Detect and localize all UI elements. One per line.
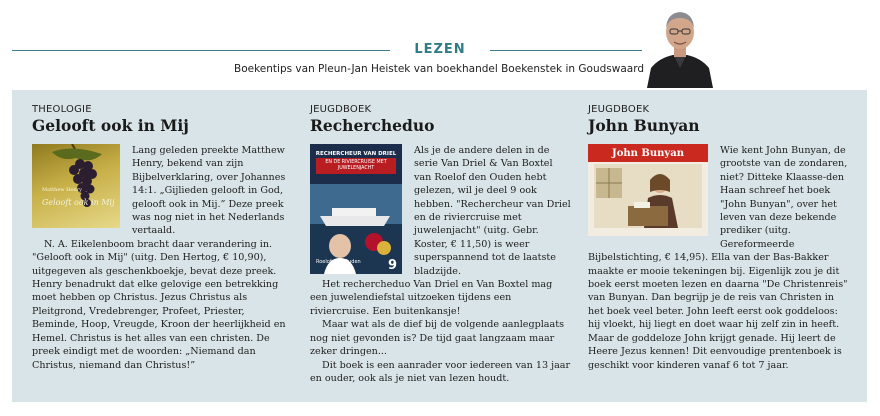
cover-title: John Bunyan [612,148,684,159]
book-tip-theology [32,104,292,372]
category-label: JEUGDBOEK [588,104,650,115]
paragraph: Het rechercheduo Van Driel en Van Boxtel mag een juwelendiefstal uitzoeken tijdens een riviercruise. Een buitenkansje! [310,279,553,317]
paragraph: N. A. Eikelenboom bracht daar verandering in. "Gelooft ook in Mij" (uitg. Den Hertog, € 10,90), uitgegeven als geschenkboekje, bevat deze preek. Henry benadrukt dat elke gelovige een betrekking moet hebben op Christus. Jezus Christus als Pleitgrond, Vredebrenger, Profeet, Priester, Beminde, Hoop, Vreugde, Kroon der heerlijkheid en Hemel. Christus is het alles van een christen. De preek eindigt met de woorden: „Niemand dan Christus, niemand dan Christus!” [32,238,286,371]
book-title: Gelooft ook in Mij [32,116,189,135]
book-cover-gelooft [32,144,120,228]
author-portrait [645,2,715,88]
book-cover-rechercheur [310,144,402,274]
book-cover-bunyan [588,144,708,236]
bunyan-illustration [588,144,708,236]
cover-title: EN DE RIVIERCRUISE MET JUWELENJACHT [316,158,396,174]
book-title: Rechercheduo [310,116,435,135]
book-tips-panel [12,90,867,402]
paragraph: Als je de andere delen in de serie Van Driel & Van Boxtel van Roelof den Ouden hebt gelezen, wil je deel 9 ook hebben. "Rechercheur van Driel en de riviercruise met juwelenjacht" (uitg. Gebr. Koster, € 11,50) is weer superspannend tot de laatste bladzijde. [414,145,571,277]
book-title: John Bunyan [588,116,700,135]
paragraph: Lang geleden preekte Matthew Henry, bekend van zijn Bijbelverklaring, over Johannes 14:1. „Gijlieden gelooft in God, gelooft ook in Mij.” Deze preek was nog niet in het Nederlands vertaald. [132,145,286,237]
article-body [588,144,850,372]
paragraph: Maar wat als de dief bij de volgende aanlegplaats nog niet gevonden is? De tijd gaat langzaam maar zeker dringen... [310,319,565,358]
cover-author: Roelof den Ouden [316,258,361,265]
header-rule-left [12,50,390,51]
cover-series: RECHERCHEUR VAN DRIEL [315,151,397,157]
paragraph: Dit boek is een aanrader voor iedereen van 13 jaar en ouder, ook als je niet van lezen houdt. [310,359,571,384]
article-body [310,144,572,385]
cover-author: Matthew Henry [42,187,82,193]
cover-volume-number: 9 [387,257,397,273]
book-tip-rechercheduo [310,104,572,385]
paragraph: Wie kent John Bunyan, de grootste van de zondaren, niet? Ditteke Klaasse-den Haan schreef het boek "John Bunyan", over het leven van deze bekende prediker (uitg. Gereformeerde Bijbelstichting, € 14,95). Ella van der Bas-Bakker maakte er mooie tekeningen bij. Eigenlijk zou je dit boek eerst moeten lezen en daarna "De Christenreis" van Bunyan. Dan begrijp je de reis van Christen in het boek veel beter. John leeft eerst ook goddeloos: hij vloekt, hij liegt en doet waar hij zelf zin in heeft. Maar de goddeloze John krijgt genade. Hij leert de Heere Jezus kennen! Dit eenvoudige prentenboek is geschikt voor kinderen vanaf 6 tot 7 jaar. [588,145,848,371]
cover-title: Gelooft ook in Mij [42,198,115,207]
header-rule-right [490,50,642,51]
category-label: JEUGDBOEK [310,104,372,115]
section-title: LEZEN [414,42,466,57]
article-body [32,144,292,372]
book-tip-bunyan [588,104,850,372]
section-subtitle: Boekentips van Pleun-Jan Heistek van boekhandel Boekenstek in Goudswaard [234,63,644,75]
category-label: THEOLOGIE [32,104,92,115]
